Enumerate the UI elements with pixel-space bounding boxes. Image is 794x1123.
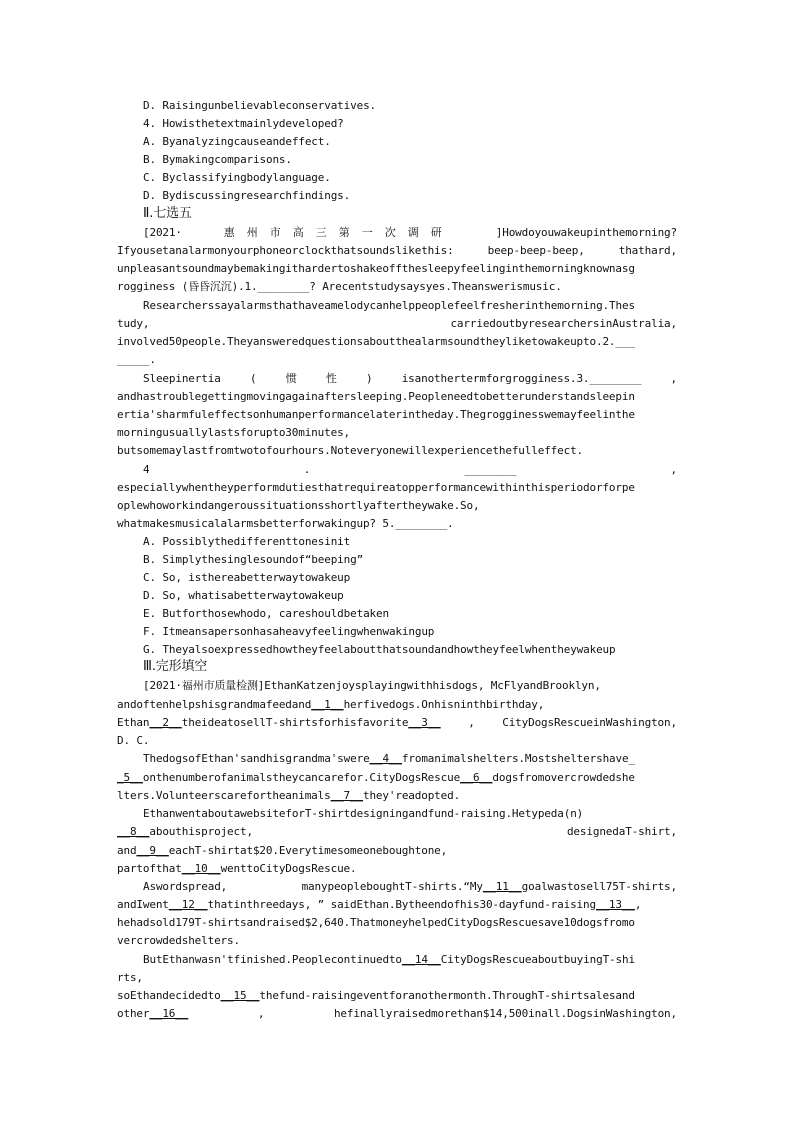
q4-option-d: D. Bydiscussingresearchfindings. [143,189,351,202]
p4-line1: 4 . ________ , [143,463,677,476]
p3-line1: Sleepinertia ( 惯 性 ) isanothertermforgrogginess.3.________ , [143,372,677,385]
cloze-line16: ButEthanwasn'tfinished.Peoplecontinuedto__14__CityDogsRescueaboutbuyingT-shi [143,953,635,966]
section2-heading: Ⅱ.七选五 [143,206,192,221]
cloze-line5: ThedogsofEthan'sandhisgrandma'swere__4__fromanimalshelters.Mostsheltershave_ [143,752,635,765]
blank-3[interactable]: __3__ [408,716,441,729]
p4-line4: whatmakesmusicalalarmsbetterforwakingup? 5.________. [117,517,454,530]
blank-7[interactable]: __7__ [330,789,363,802]
cloze-line4: D. C. [117,734,150,747]
blank-1[interactable]: __1__ [311,698,344,711]
p1-line2: Ifyousetanalarmonyourphoneorclockthatsoundslikethis: beep-beep-beep, thathard, [117,244,677,257]
cloze-line15: vercrowdedshelters. [117,934,240,947]
source-bracket: [2021· [143,226,182,239]
p3-line5: butsomemaylastfromtwotofourhours.Noteveryonewillexperiencethefulleffect. [117,444,584,457]
blank-9[interactable]: __9__ [136,844,169,857]
p2-line3: involved50people.Theyansweredquestionsaboutthealarmsoundtheyliketowakeupto.2.___ [117,335,635,348]
cloze-line3: Ethan__2__theideatosellT-shirtsforhisfavorite__3__ , CityDogsRescueinWashington, [117,716,677,729]
blank-14[interactable]: __14__ [401,953,441,966]
blank-15[interactable]: __15__ [220,989,260,1002]
cloze-line2: andoftenhelpshisgrandmafeedand__1__herfivedogs.Onhisninthbirthday, [117,698,545,711]
blank-8[interactable]: __8__ [117,825,150,838]
cloze-line14: hehadsold179T-shirtsandraised$2,640.ThatmoneyhelpedCityDogsRescuesave10dogsfromo [117,916,635,929]
q4-option-c: C. Byclassifyingbodylanguage. [143,171,331,184]
cloze-line6: _5__onthenumberofanimalstheycancarefor.CityDogsRescue__6__dogsfromovercrowdedshe [117,771,635,784]
p3-line4: morningusuallylastsforupto30minutes, [117,426,351,439]
q3-option-d: D. Raisingunbelievableconservatives. [143,99,377,112]
p3-line3: ertia'sharmfuleffectsonhumanperformancelaterintheday.Thegrogginesswemayfeelinthe [117,408,635,421]
blank-2[interactable]: __2__ [149,716,182,729]
cloze-line8: EthanwentaboutawebsiteforT-shirtdesigningandfund-raising.Hetypeda(n) [143,807,584,820]
q4-option-b: B. Bymakingcomparisons. [143,153,292,166]
blank-10[interactable]: __10__ [181,862,221,875]
cloze-line18: soEthandecidedto__15__thefund-raisingeventforanothermonth.ThroughT-shirtsalesand [117,989,635,1002]
blank-16[interactable]: __16__ [149,1007,189,1020]
cloze-line13: andIwent__12__thatinthreedays, ” saidEthan.Bytheendofhis30-dayfund-raising__13__, [117,898,642,911]
source-name: 惠州市高三第一次调研 [223,226,454,239]
p1-line4: rogginess (昏昏沉沉).1.________? Arecentstudysaysyes.Theanswerismusic. [117,280,562,293]
cloze-line7: lters.Volunteerscarefortheanimals__7__they'readopted. [117,789,461,802]
blank-6[interactable]: __6__ [460,771,493,784]
section2-source-line [143,226,677,240]
cloze-line9: __8__abouthisproject, designedaT-shirt, [117,825,677,838]
p2-line1: Researcherssayalarmsthathaveamelodycanhelppeoplefeelfresherinthemorning.Thes [143,299,635,312]
p2-line2: tudy, carriedoutbyresearchersinAustralia, [117,317,677,330]
blank-5[interactable]: _5__ [117,771,143,784]
p2-line4: _____. [117,353,156,366]
option-e: E. Butforthosewhodo, careshouldbetaken [143,607,389,620]
option-f: F. Itmeansapersonhasaheavyfeelingwhenwakingup [143,625,435,638]
option-d: D. So, whatisabetterwaytowakeup [143,589,344,602]
p3-line2: andhastroublegettingmovingagainaftersleeping.Peopleneedtobetterunderstandsleepin [117,390,635,403]
blank-13[interactable]: __13__ [595,898,635,911]
cloze-line11: partofthat__10__wenttoCityDogsRescue. [117,862,357,875]
blank-4[interactable]: ________ [464,463,517,476]
cloze-line12: Aswordspread, manypeopleboughtT-shirts.“My__11__goalwastosell75T-shirts, [143,880,677,893]
option-a: A. Possiblythedifferenttonesinit [143,535,351,548]
option-c: C. So, isthereabetterwaytowakeup [143,571,351,584]
p1-line3: unpleasantsoundmaybemakingithardertoshakeoffthesleepyfeelinginthemorningknownasg [117,262,635,275]
cloze-line19: other__16__ , hefinallyraisedmorethan$14,500inall.DogsinWashington, [117,1007,677,1020]
source-question: ]Howdoyouwakeupinthemorning? [495,226,677,239]
option-b: B. Simplythesinglesoundof“beeping” [143,553,364,566]
blank-12[interactable]: __12__ [168,898,208,911]
cloze-line1: [2021·福州市质量检测]EthanKatzenjoysplayingwithhisdogs, McFlyandBrooklyn, [143,679,601,692]
q4-stem: 4. Howisthetextmainlydeveloped? [143,117,344,130]
section3-heading: Ⅲ.完形填空 [143,659,208,674]
blank-11[interactable]: __11__ [482,880,522,893]
p4-line3: oplewhoworkindangeroussituationsshortlyaftertheywake.So, [117,499,480,512]
cloze-line17: rts, [117,971,143,984]
option-g: G. Theyalsoexpressedhowtheyfeelaboutthatsoundandhowtheyfeelwhentheywakeup [143,643,616,656]
q4-option-a: A. Byanalyzingcauseandeffect. [143,135,331,148]
blank-4-cloze[interactable]: __4__ [369,752,402,765]
p4-line2: especiallywhentheyperformdutiesthatrequireatopperformancewithinthisperiodorforpe [117,481,635,494]
cloze-line10: and__9__eachT-shirtat$20.Everytimesomeoneboughtone, [117,844,448,857]
